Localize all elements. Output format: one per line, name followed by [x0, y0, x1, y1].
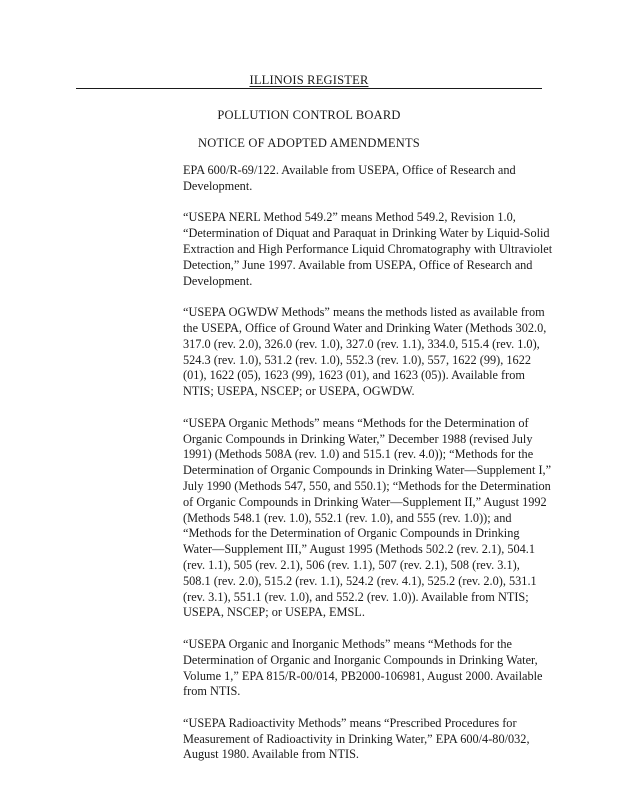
text-line: 1991) (Methods 508A (rev. 1.0) and 515.1 (rev. 4.0)); “Methods for the	[183, 447, 534, 462]
paragraph-organic-methods	[183, 415, 552, 621]
text-line: “USEPA Organic and Inorganic Methods” means “Methods for the	[183, 636, 512, 651]
register-title: ILLINOIS REGISTER	[249, 73, 369, 87]
notice-title: NOTICE OF ADOPTED AMENDMENTS	[198, 136, 420, 150]
text-line: Determination of Organic Compounds in Drinking Water—Supplement I,”	[183, 463, 552, 478]
paragraph-radioactivity-methods	[183, 716, 545, 763]
text-line: (Methods 548.1 (rev. 1.0), 552.1 (rev. 1.0), and 555 (rev. 1.0)); and	[183, 510, 512, 525]
text-line: July 1990 (Methods 547, 550, and 550.1); “Methods for the Determination	[183, 478, 551, 493]
text-line: 524.3 (rev. 1.0), 531.2 (rev. 1.0), 552.3 (rev. 1.0), 557, 1622 (99), 1622	[183, 352, 531, 367]
text-line: “USEPA OGWDW Methods” means the methods listed as available from	[183, 305, 545, 320]
text-line: USEPA, NSCEP; or USEPA, EMSL.	[183, 605, 365, 620]
text-line: Determination of Organic and Inorganic Compounds in Drinking Water,	[183, 652, 538, 667]
text-line: (rev. 3.1), 551.1 (rev. 1.0), and 552.2 (rev. 1.0)). Available from NTIS;	[183, 589, 529, 604]
text-line: EPA 600/R-69/122. Available from USEPA, Office of Research and	[183, 163, 516, 177]
paragraph-ogwdw-methods	[183, 305, 545, 400]
text-line: “USEPA Organic Methods” means “Methods for the Determination of	[183, 415, 529, 430]
text-line: from NTIS.	[183, 684, 241, 699]
text-line: “USEPA Radioactivity Methods” means “Prescribed Procedures for	[183, 715, 517, 730]
text-line: Development.	[183, 273, 253, 288]
text-line: (01), 1622 (05), 1623 (99), 1623 (01), and 1623 (05)). Available from	[183, 368, 525, 383]
text-line: Organic Compounds in Drinking Water,” December 1988 (revised July	[183, 431, 533, 446]
text-line: Detection,” June 1997. Available from USEPA, Office of Research and	[183, 257, 533, 272]
text-line: Volume 1,” EPA 815/R-00/014, PB2000-106981, August 2000. Available	[183, 668, 543, 683]
text-line: of Organic Compounds in Drinking Water—Supplement II,” August 1992	[183, 494, 547, 509]
paragraph-epa-600	[183, 163, 545, 195]
text-line: 508.1 (rev. 2.0), 515.2 (rev. 1.1), 524.2 (rev. 4.1), 525.2 (rev. 2.0), 531.1	[183, 573, 537, 588]
text-line: Water—Supplement III,” August 1995 (Methods 502.2 (rev. 2.1), 504.1	[183, 542, 536, 557]
text-line: Extraction and High Performance Liquid Chromatography with Ultraviolet	[183, 241, 553, 256]
text-line: NTIS; USEPA, NSCEP; or USEPA, OGWDW.	[183, 384, 415, 399]
paragraph-organic-inorganic-methods	[183, 637, 545, 700]
text-line: the USEPA, Office of Ground Water and Drinking Water (Methods 302.0,	[183, 320, 547, 335]
paragraph-nerl-549	[183, 210, 553, 289]
text-line: Development.	[183, 178, 253, 193]
text-line: Measurement of Radioactivity in Drinking Water,” EPA 600/4-80/032,	[183, 731, 530, 746]
text-line: “Methods for the Determination of Organic Compounds in Drinking	[183, 526, 520, 541]
header-rule	[76, 88, 542, 89]
text-line: “USEPA NERL Method 549.2” means Method 549.2, Revision 1.0,	[183, 210, 516, 225]
document-body	[183, 163, 553, 779]
text-line: (rev. 1.1), 505 (rev. 2.1), 506 (rev. 1.1), 507 (rev. 2.1), 508 (rev. 3.1),	[183, 557, 520, 572]
text-line: August 1980. Available from NTIS.	[183, 747, 360, 762]
text-line: “Determination of Diquat and Paraquat in Drinking Water by Liquid-Solid	[183, 226, 550, 241]
board-name: POLLUTION CONTROL BOARD	[217, 108, 401, 122]
text-line: 317.0 (rev. 2.0), 326.0 (rev. 1.0), 327.0 (rev. 1.1), 334.0, 515.4 (rev. 1.0),	[183, 336, 540, 351]
